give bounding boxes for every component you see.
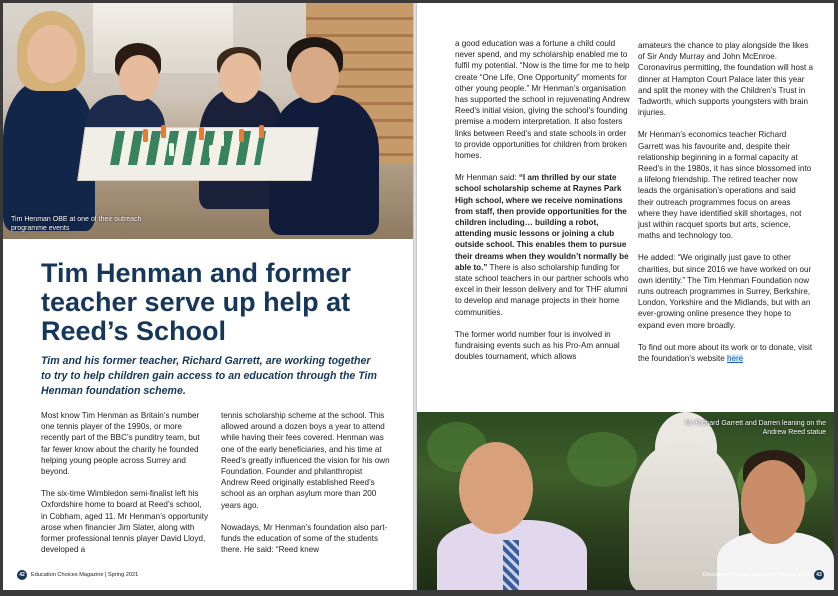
pull-quote: “I am thrilled by our state school scholarship scheme at Raynes Park High school, where we receive nominations from staff, then provide opportunities for the children including… building a robot, attending music lessons or joining a club outside school. This enables them to pursue their dreams when they wouldn’t normally be able to.”: [455, 173, 629, 272]
left-page: [3, 3, 416, 590]
chess-photo-caption: Tim Henman OBE at one of their outreach programme events: [11, 216, 142, 232]
paragraph: Nowadays, Mr Henman’s foundation also part-funds the education of some of the students there. He said: “Reed knew: [221, 522, 388, 555]
page-number: 43: [814, 570, 824, 580]
paragraph: The six-time Wimbledon semi-finalist left his Oxfordshire home to board at Reed’s school, in Cobham, aged 11. Mr Henman’s opportunity arose when financier Jim Slater, along with former professional tennis player David Lloyd, developed a: [41, 489, 209, 555]
footer-right: [703, 570, 824, 580]
website-link[interactable]: here: [726, 354, 744, 364]
body-column-2: [221, 410, 391, 566]
body-column-3: [455, 38, 633, 373]
chess-photo: [3, 3, 416, 239]
statue-photo-caption: Mr Richard Garrett and Darren leaning on the Andrew Reed statue: [685, 420, 826, 436]
paragraph: He added: “We originally just gave to other charities, but since 2016 we have worked on our own identity.” The Tim Henman Foundation now runs outreach programmes in Surrey, Berkshire, London, Yorkshire and the Midlands, but with an ever-growing online presence they hope to expand even more broadly.: [638, 253, 812, 330]
paragraph: [455, 172, 633, 318]
paragraph: The former world number four is involved in fundraising events such as his Pro-Am annual doubles tournament, which allows: [455, 329, 620, 362]
footer-text: Education Choices Magazine | Spring 2021: [702, 572, 810, 578]
body-column-4: [638, 40, 813, 375]
paragraph: Most know Tim Henman as Britain’s number one tennis player of the 1990s, or more recently part of the BBC’s punditry team, but far fewer know about the charity he founded helping young people across Surrey and beyond.: [41, 411, 200, 477]
paragraph: tennis scholarship scheme at the school. This allowed around a dozen boys a year to attend while having their fees covered. Henman was one of the early beneficiaries, and his time at Reed’s greatly influenced the vision for his own Foundation. Founder and philanthropist Andrew Reed originally established Reed’s school as an orphan asylum more than 200 years ago.: [221, 411, 390, 510]
statue-photo: [417, 412, 834, 590]
page-number: 42: [17, 570, 27, 580]
paragraph-rest: There is also scholarship funding for state school teachers in our partner schools who excel in their lesson delivery and for THF alumni to develop and manage projects in their home communities.: [455, 262, 629, 317]
paragraph: a good education was a fortune a child could never spend, and my scholarship enabled me to fulfil my potential. “Now is the time for me to help create “One Life, One Opportunity” moments for other young people.” Mr Henman’s organisation has supported the school in rejuvenating Andrew Reed’s initial vision, giving the school’s founding premise a modern interpretation. It also fosters links between Reed’s and state schools in order to provide opportunities for children from broken homes.: [455, 39, 630, 161]
paragraph: [638, 342, 813, 364]
footer-text: Education Choices Magazine | Spring 2021: [31, 572, 139, 578]
body-column-1: [41, 410, 209, 566]
footer-left: [17, 570, 138, 580]
website-sentence: To find out more about its work or to donate, visit the foundation’s website: [638, 342, 813, 364]
right-page: [417, 3, 834, 590]
quote-intro: Mr Henman said:: [455, 173, 519, 183]
paragraph: Mr Henman’s economics teacher Richard Garrett was his favourite and, despite their relationship beginning in a formal capacity at Reed’s in the 1980s, it has since blossomed into a lifelong friendship. The retired teacher now leads the organisation’s operations and said their outreach programmes focus on areas where they have identified skill shortages, not just within racquet sports but arts, science, maths and technology too.: [638, 130, 812, 241]
article-headline: Tim Henman and former teacher serve up help at Reed’s School: [41, 258, 352, 346]
article-standfirst: Tim and his former teacher, Richard Garrett, are working together to try to help children gain access to an education through the Tim Henman foundation scheme.: [41, 355, 377, 397]
paragraph: amateurs the chance to play alongside the likes of Sir Andy Murray and John McEnroe. Coronavirus permitting, the foundation will host a dinner at Hampton Court Palace later this year and split the money with the Children’s Trust in Tadworth, which supports youngsters with brain injuries.: [638, 41, 814, 118]
